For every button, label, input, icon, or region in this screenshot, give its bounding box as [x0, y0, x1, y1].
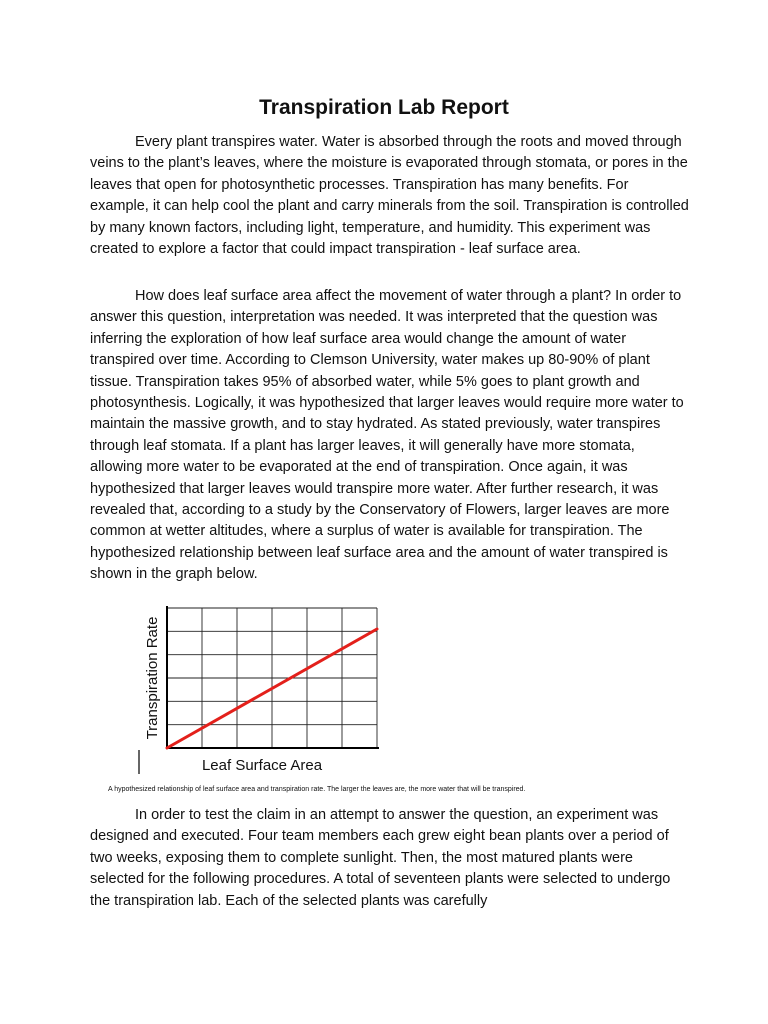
hypothesis-figure — [133, 598, 383, 778]
paragraph-procedure: In order to test the claim in an attempt to answer the question, an experiment was designed and executed. Four team members each grew eight bean plants over a period of two weeks, exposing them to complete sunlight. Then, the most matured plants were selected for the following procedures. A total of seventeen plants were selected to undergo the transpiration lab. Each of the selected plants was carefully — [90, 807, 671, 909]
hypothesis-chart — [133, 598, 383, 778]
figure-caption: A hypothesized relationship of leaf surface area and transpiration rate. The larger the leaves are, the more water that will be transpired. — [108, 786, 526, 793]
document-title: Transpiration Lab Report — [259, 96, 509, 119]
chart-x-axis-label: Leaf Surface Area — [201, 757, 323, 774]
chart-y-axis-label: Transpiration Rate — [143, 616, 161, 740]
paragraph-hypothesis: How does leaf surface area affect the movement of water through a plant? In order to answer this question, interpretation was needed. It was interpreted that the question was inferring the exploration of how leaf surface area would change the amount of water transpired over time. According to Clemson University, water makes up 80-90% of plant tissue. Transpiration takes 95% of absorbed water, while 5% goes to plant growth and photosynthesis. Logically, it was hypothesized that larger leaves would require more water to maintain the massive growth, and to stay hydrated. As stated previously, water transpires through leaf stomata. If a plant has larger leaves, it will generally have more stomata, allowing more water to be evaporated at the end of transpiration. Once again, it was hypothesized that larger leaves would transpire more water. After further research, it was revealed that, according to a study by the Conservatory of Flowers, larger leaves are more common at wetter altitudes, where a surplus of water is available for transpiration. The hypothesized relationship between leaf surface area and the amount of water transpired is shown in the graph below. — [90, 288, 684, 583]
chart-grid — [167, 608, 377, 748]
paragraph-introduction: Every plant transpires water. Water is absorbed through the roots and moved through veins to the plant’s leaves, where the moisture is evaporated through stomata, or pores in the leaves that open for photosynthetic processes. Transpiration has many benefits. For example, it can help cool the plant and carry minerals from the soil. Transpiration is controlled by many known factors, including light, temperature, and humidity. This experiment was created to explore a factor that could impact transpiration - leaf surface area. — [90, 134, 689, 258]
